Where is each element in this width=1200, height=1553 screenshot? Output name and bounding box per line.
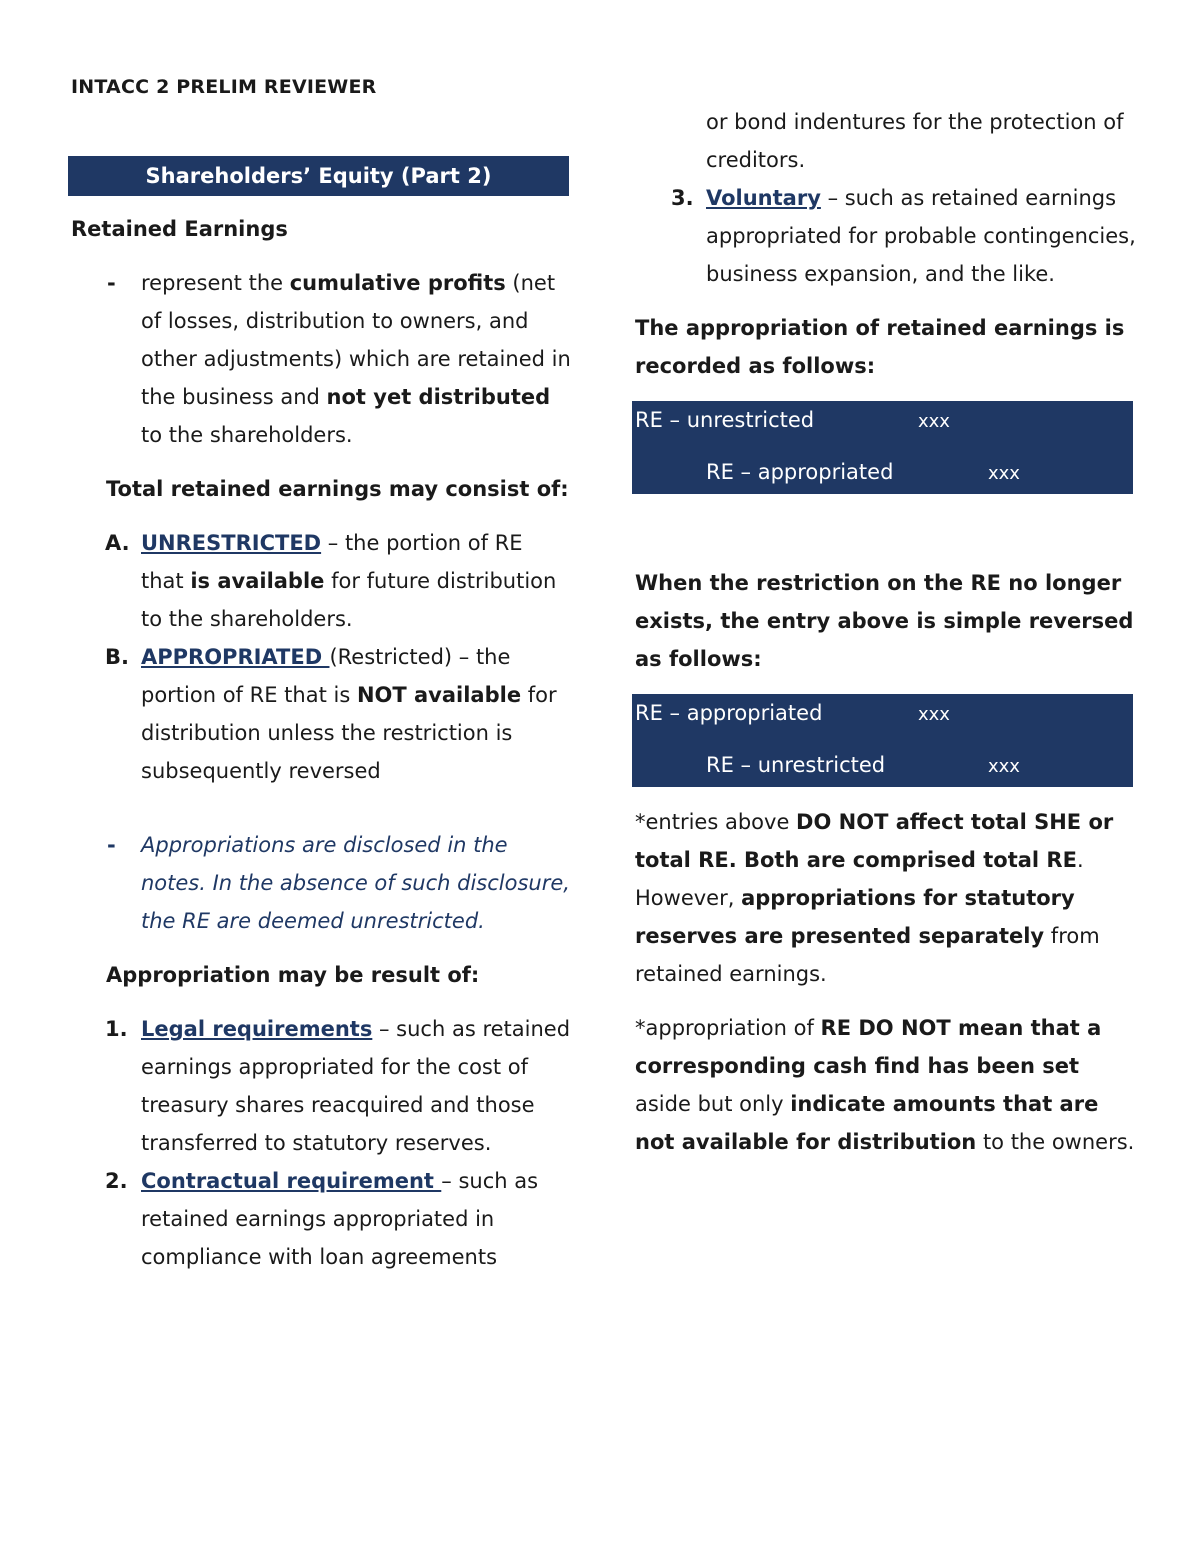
a-text-1: – the portion of RE that: [141, 531, 523, 593]
heading-reversal: When the restriction on the RE no longer exists, the entry above is simple reversed as follows:: [635, 571, 1134, 671]
list-marker-a: A.: [105, 531, 130, 555]
bullet-dash: -: [107, 271, 116, 295]
debit-account: RE – unrestricted: [635, 408, 815, 432]
note2-bold-2: indicate amounts that are not available for distribution: [635, 1092, 1099, 1154]
heading-consist: Total retained earnings may consist of:: [106, 477, 569, 501]
credit-amount: xxx: [988, 756, 1020, 777]
credit-account: RE – unrestricted: [706, 753, 886, 777]
def-bold-2: not yet distributed: [326, 385, 551, 409]
debit-account: RE – appropriated: [635, 701, 823, 725]
note1-text-1: *entries above: [635, 810, 797, 834]
debit-amount: xxx: [918, 411, 950, 432]
link-voluntary[interactable]: Voluntary: [706, 186, 821, 210]
list-marker-3: 3.: [671, 186, 694, 210]
note-appropriation-cash: [635, 1009, 1140, 1161]
heading-appropriation-result: Appropriation may be result of:: [106, 963, 480, 987]
def-bold-1: cumulative profits: [289, 271, 506, 295]
left-column: [71, 210, 571, 1276]
b-text-1: (Restricted) – the portion of RE that is: [141, 645, 511, 707]
disclosure-note: [71, 826, 571, 940]
note2-text-1: *appropriation of: [635, 1016, 821, 1040]
note1-bold-2: appropriations for statutory reserves are presented separately: [635, 886, 1075, 948]
disclosure-note-text: Appropriations are disclosed in the notes. In the absence of such disclosure, the RE are deemed unrestricted.: [141, 833, 570, 933]
right-column: [635, 103, 1140, 1161]
list-marker-1: 1.: [105, 1017, 128, 1041]
credit-account: RE – appropriated: [706, 460, 894, 484]
link-contractual-requirement[interactable]: Contractual requirement: [141, 1169, 442, 1193]
bullet-dash: -: [107, 833, 116, 857]
list-item-appropriated: [71, 638, 571, 790]
b-text-2: for distribution unless the restriction is subsequently reversed: [141, 683, 557, 783]
note1-text-3: from retained earnings.: [635, 924, 1100, 986]
note-entries-effect: [635, 803, 1140, 993]
link-legal-requirements[interactable]: Legal requirements: [141, 1017, 373, 1041]
document-title: INTACC 2 PRELIM REVIEWER: [71, 76, 377, 98]
def-text-2: (net of losses, distribution to owners, and other adjustments) which are retained in the business and: [141, 271, 571, 409]
heading-recorded-as-follows: The appropriation of retained earnings is recorded as follows:: [635, 316, 1125, 378]
voluntary-text: – such as retained earnings appropriated for probable contingencies, business expansion, and the like.: [706, 186, 1136, 286]
contractual-continued: [635, 103, 1140, 179]
list-marker-2: 2.: [105, 1169, 128, 1193]
note2-bold-1: RE DO NOT mean that a corresponding cash find has been set: [635, 1016, 1102, 1078]
note2-text-3: to the owners.: [976, 1130, 1135, 1154]
a-bold: is available: [190, 569, 325, 593]
link-appropriated[interactable]: APPROPRIATED: [141, 645, 330, 669]
list-item-contractual: [71, 1162, 571, 1276]
def-text-1: represent the: [141, 271, 290, 295]
debit-amount: xxx: [918, 704, 950, 725]
journal-entry-appropriation: [632, 401, 1133, 494]
journal-debit-row: [632, 401, 1133, 447]
def-text-3: to the shareholders.: [141, 423, 353, 447]
legal-text: – such as retained earnings appropriated for the cost of treasury shares reacquired and those transferred to statutory reserves.: [141, 1017, 571, 1155]
section-banner: Shareholders’ Equity (Part 2): [68, 156, 569, 196]
journal-credit-row: [632, 740, 1133, 786]
note1-bold-1: DO NOT affect total SHE or total RE. Both are comprised total RE: [635, 810, 1114, 872]
list-marker-b: B.: [105, 645, 129, 669]
b-bold: NOT available: [356, 683, 522, 707]
journal-debit-row: [632, 694, 1133, 740]
note1-text-2: . However,: [635, 848, 1084, 910]
journal-credit-row: [632, 447, 1133, 493]
list-item-legal: [71, 1010, 571, 1162]
journal-entry-reversal: [632, 694, 1133, 787]
list-item-unrestricted: [71, 524, 571, 638]
contractual-continued-text: or bond indentures for the protection of creditors.: [706, 110, 1124, 172]
list-item-voluntary: [635, 179, 1140, 293]
credit-amount: xxx: [988, 463, 1020, 484]
heading-retained-earnings: Retained Earnings: [71, 217, 288, 241]
contractual-text: – such as retained earnings appropriated in compliance with loan agreements: [141, 1169, 539, 1269]
definition-item: [71, 264, 571, 454]
a-text-2: for future distribution to the shareholders.: [141, 569, 557, 631]
link-unrestricted[interactable]: UNRESTRICTED: [141, 531, 322, 555]
note2-text-2: aside but only: [635, 1092, 791, 1116]
